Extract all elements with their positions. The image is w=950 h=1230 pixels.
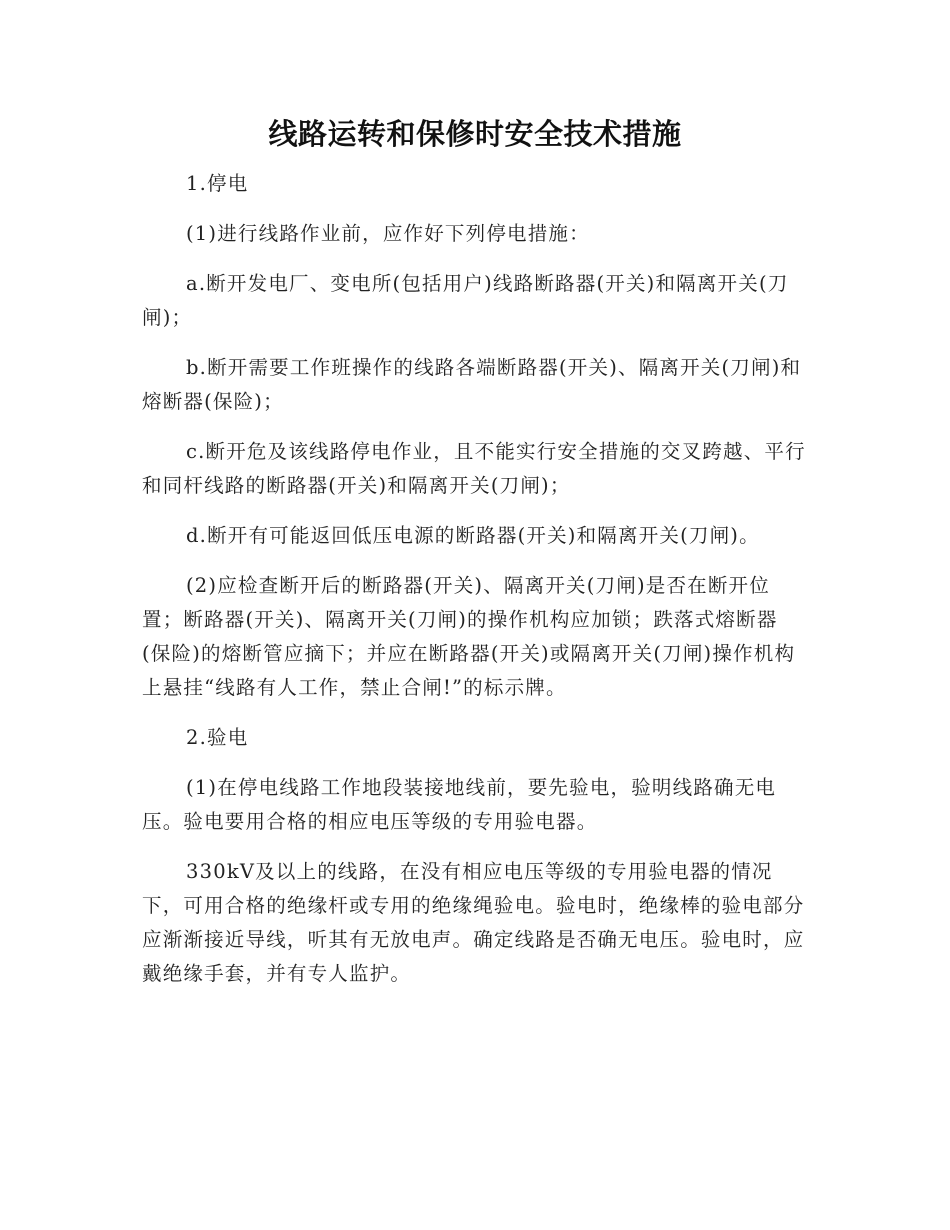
list-item-a: a.断开发电厂、变电所(包括用户)线路断路器(开关)和隔离开关(刀闸)； [142, 272, 789, 329]
document-body [142, 167, 806, 1007]
section-heading-voltage-test: 2.验电 [186, 726, 249, 749]
paragraph: (1)进行线路作业前，应作好下列停电措施： [186, 222, 590, 245]
list-item-b: b.断开需要工作班操作的线路各端断路器(开关)、隔离开关(刀闸)和熔断器(保险)； [142, 356, 802, 413]
list-item-c: c.断开危及该线路停电作业，且不能实行安全措施的交叉跨越、平行和同杆线路的断路器(开关)和隔离开关(刀闸)； [142, 440, 806, 497]
paragraph: (1)在停电线路工作地段装接地线前，要先验电，验明线路确无电压。验电要用合格的相应电压等级的专用验电器。 [142, 776, 777, 833]
section-heading-power-off: 1.停电 [186, 172, 249, 195]
list-item-d: d.断开有可能返回低压电源的断路器(开关)和隔离开关(刀闸)。 [186, 524, 760, 547]
paragraph: (2)应检查断开后的断路器(开关)、隔离开关(刀闸)是否在断开位置；断路器(开关)、隔离开关(刀闸)的操作机构应加锁；跌落式熔断器(保险)的熔断管应摘下；并应在断路器(开关)或隔离开关(刀闸)操作机构上悬挂“线路有人工作，禁止合闸!”的标示牌。 [142, 574, 796, 699]
paragraph: 330kV及以上的线路，在没有相应电压等级的专用验电器的情况下，可用合格的绝缘杆或专用的绝缘绳验电。验电时，绝缘棒的验电部分应渐渐接近导线，听其有无放电声。确定线路是否确无电压。验电时，应戴绝缘手套，并有专人监护。 [142, 860, 805, 985]
document-title: 线路运转和保修时安全技术措施 [268, 117, 682, 151]
